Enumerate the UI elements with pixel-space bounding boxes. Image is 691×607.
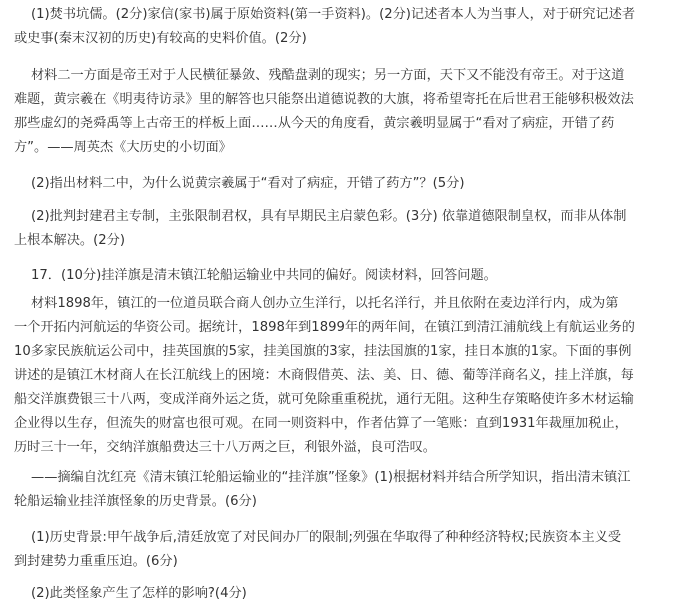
- text-line: (2)指出材料二中，为什么说黄宗羲属于“看对了病症，开错了药方”？(5分): [31, 176, 465, 191]
- answer-2-paragraph: [14, 205, 691, 253]
- text-line: 那些虚幻的尧舜禹等上古帝王的样板上面……从今天的角度看，黄宗羲明显属于“看对了病症，开错了药: [14, 116, 615, 131]
- text-line: 历时三十一年，交纳洋旗船费达三十八万两之巨，利银外溢，良可浩叹。: [14, 440, 436, 455]
- material-1898-paragraph: [14, 292, 691, 460]
- answer-1-paragraph: [14, 3, 691, 51]
- text-line: 10多家民族航运公司中，挂英国旗的5家，挂美国旗的3家，挂法国旗的1家，挂日本旗的1家。下面的事例: [14, 344, 632, 359]
- text-line: (2)批判封建君主专制，主张限制君权，具有早期民主启蒙色彩。(3分) 依靠道德限制皇权，而非从体制: [31, 209, 627, 224]
- source-question-paragraph: [14, 466, 691, 514]
- text-line: 材料1898年，镇江的一位道员联合商人创办立生洋行，以托名洋行，并且依附在麦边洋行内，成为第: [31, 296, 619, 311]
- text-line: 轮船运输业挂洋旗怪象的历史背景。(6分): [14, 494, 257, 509]
- text-line: 讲述的是镇江木材商人在长江航线上的困境：木商假借英、法、美、日、德、葡等洋商名义，挂上洋旗，每: [14, 368, 634, 383]
- material-2-paragraph: [14, 64, 691, 160]
- text-line: 难题，黄宗羲在《明夷待访录》里的解答也只能祭出道德说教的大旗，将希望寄托在后世君王能够积极效法: [14, 92, 634, 107]
- text-line: 方”。——周英杰《大历史的小切面》: [14, 140, 232, 155]
- question-17-2-paragraph: [14, 582, 691, 606]
- text-line: 船交洋旗费银三十八两，变成洋商外运之货，就可免除重重税扰，通行无阻。这种生存策略使许多木材运输: [14, 392, 634, 407]
- text-line: (2)此类怪象产生了怎样的影响?(4分): [31, 586, 247, 601]
- answer-17-1-paragraph: [14, 526, 691, 574]
- text-line: 17．(10分)挂洋旗是清末镇江轮船运输业中共同的偏好。阅读材料，回答问题。: [31, 268, 497, 283]
- question-17-paragraph: [14, 264, 691, 288]
- text-line: 到封建势力重重压迫。(6分): [14, 554, 178, 569]
- question-2-paragraph: [14, 172, 691, 196]
- text-line: 一个开拓内河航运的华资公司。据统计，1898年到1899年的两年间，在镇江到清江浦航线上有航运业务的: [14, 320, 635, 335]
- text-line: (1)历史背景:甲午战争后,清廷放宽了对民间办厂的限制;列强在华取得了种种经济特权;民族资本主义受: [31, 530, 622, 545]
- text-line: ——摘编自沈红亮《清末镇江轮船运输业的“挂洋旗”怪象》(1)根据材料并结合所学知识，指出清末镇江: [31, 470, 631, 485]
- text-line: 或史事(秦末汉初的历史)有较高的史料价值。(2分): [14, 31, 307, 46]
- text-line: 企业得以生存，但流失的财富也很可观。在同一则资料中，作者估算了一笔账：直到1931年裁厘加税止，: [14, 416, 628, 431]
- text-line: (1)焚书坑儒。(2分)家信(家书)属于原始资料(第一手资料)。(2分)记述者本人为当事人，对于研究记述者: [31, 7, 636, 22]
- text-line: 材料二一方面是帝王对于人民横征暴敛、残酷盘剥的现实；另一方面，天下又不能没有帝王。对于这道: [31, 68, 625, 83]
- text-line: 上根本解决。(2分): [14, 233, 125, 248]
